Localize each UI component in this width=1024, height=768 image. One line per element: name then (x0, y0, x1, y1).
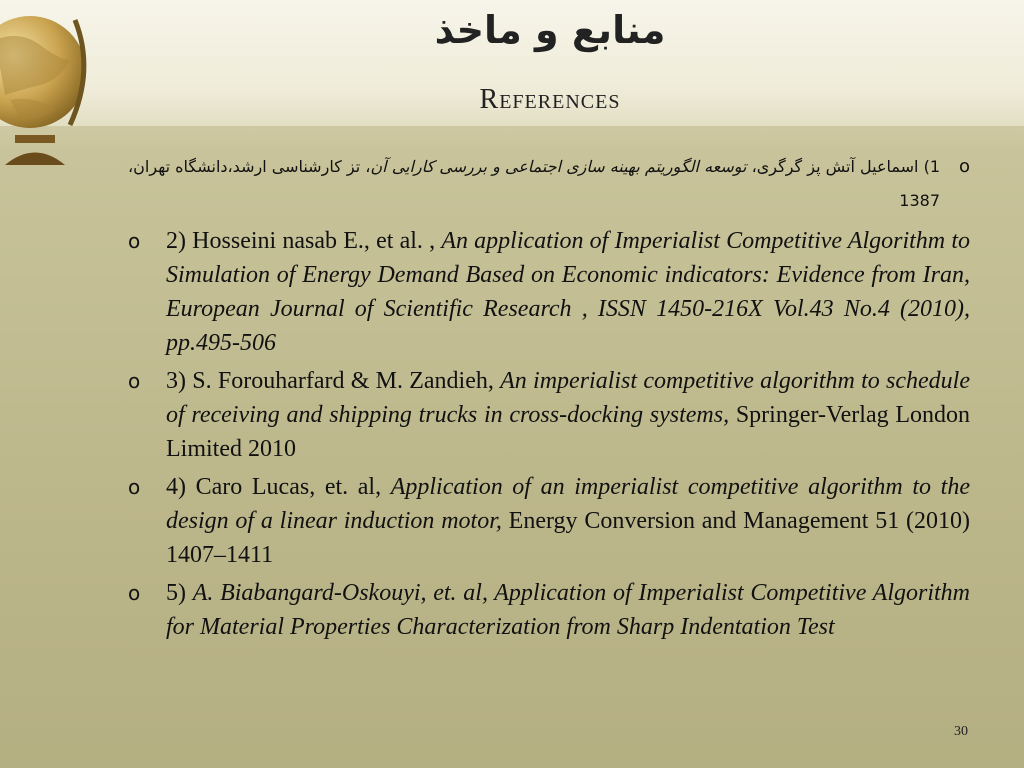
reference-list (124, 150, 970, 648)
bullet-icon: o (128, 475, 141, 499)
reference-title: A. Biabangard-Oskouyi, et. al, Application of Imperialist Competitive Algorithm for Material Properties Characterization from Sharp Indentation Test (166, 580, 970, 640)
reference-author: 2) Hosseini nasab E., et al. , (166, 228, 442, 254)
reference-item-2 (124, 224, 970, 360)
slide-title-persian: منابع و ماخذ (434, 8, 666, 52)
reference-title: Application of an imperialist competitive algorithm to the design of a linear induction motor, (166, 474, 970, 534)
bullet-icon: o (958, 156, 970, 177)
reference-title: An application of Imperialist Competitive Algorithm to Simulation of Energy Demand Based on Economic indicators: Evidence from Iran, European Journal of Scientific Research , ISSN 1450-216X Vol.43 No.4 (2010), pp.495-506 (166, 228, 971, 356)
reference-author: اسماعیل آتش پز گرگری، (746, 157, 919, 176)
bullet-icon: o (128, 581, 141, 605)
bullet-icon: o (128, 229, 141, 253)
reference-number: 1) (923, 157, 940, 176)
reference-title: توسعه الگوریتم بهینه سازی اجتماعی و بررسی کارایی آن (370, 157, 747, 176)
reference-item-1 (124, 150, 970, 222)
reference-item-4 (124, 470, 970, 572)
reference-author: 5) (166, 580, 193, 606)
reference-item-3 (124, 364, 970, 466)
page-number: 30 (954, 724, 968, 739)
slide-title-english: References (479, 84, 621, 115)
reference-source: Energy Conversion and Management 51 (2010) 1407–1411 (166, 508, 971, 568)
bullet-icon: o (128, 369, 141, 393)
reference-author: 4) Caro Lucas, et. al, (166, 474, 391, 500)
reference-author: 3) S. Forouharfard & M. Zandieh, (166, 368, 501, 394)
reference-source: Springer-Verlag London Limited 2010 (166, 402, 970, 462)
reference-item-5 (124, 576, 970, 644)
reference-source: ، تز کارشناسی ارشد،دانشگاه تهران، 1387 (128, 157, 940, 210)
reference-title: An imperialist competitive algorithm to schedule of receiving and shipping trucks in cross-docking systems, (166, 368, 970, 428)
